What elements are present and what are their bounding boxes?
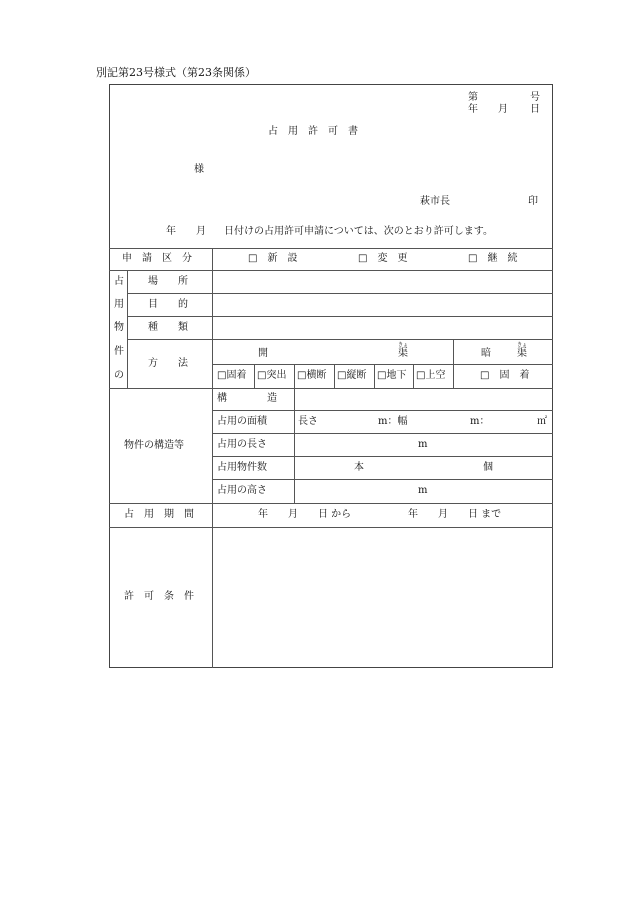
closed-channel-right: 渠: [517, 348, 527, 359]
length-row-label: 占用の長さ: [217, 439, 267, 450]
divider: [109, 388, 553, 389]
method-label: 方 法: [148, 358, 188, 369]
count-ko: 個: [483, 462, 493, 473]
column-divider: [127, 270, 128, 388]
option-continue[interactable]: □ 継 続: [468, 253, 518, 264]
number-go: 号: [530, 92, 540, 103]
conditions-label: 許 可 条 件: [124, 591, 194, 602]
column-divider: [254, 364, 255, 388]
period-start-year: 年: [258, 509, 268, 520]
area-width-unit: m：: [470, 416, 490, 427]
period-start-month: 月: [288, 509, 298, 520]
divider: [109, 503, 553, 504]
divider: [127, 293, 553, 294]
area-sqm: ㎡: [537, 416, 547, 427]
application-type-label: 申 請 区 分: [122, 253, 192, 264]
open-channel-ruby: きょ: [398, 342, 409, 348]
structure-label: 物件の構造等: [124, 440, 184, 451]
object-side-char: 占: [114, 276, 124, 287]
addressee-sama: 様: [194, 164, 204, 175]
form-caption: 別記第23号様式（第23条関係）: [96, 66, 256, 79]
column-divider: [294, 388, 295, 503]
divider: [109, 527, 553, 528]
divider: [212, 456, 553, 457]
date-day: 日: [530, 104, 540, 115]
column-divider: [413, 364, 414, 388]
period-end-day: 日 まで: [468, 509, 502, 520]
area-mid: m：幅: [378, 416, 408, 427]
period-end-month: 月: [438, 509, 448, 520]
column-divider: [212, 248, 213, 668]
closed-channel-ruby: きょ: [517, 342, 528, 348]
divider: [212, 433, 553, 434]
open-channel-left: 開: [258, 348, 268, 359]
page-title: 占 用 許 可 書: [268, 126, 358, 137]
height-row-label: 占用の高さ: [217, 485, 267, 496]
object-side-char: の: [114, 370, 124, 381]
statement-text: 日付けの占用許可申請については、次のとおり許可します。: [224, 226, 493, 237]
divider: [127, 339, 553, 340]
area-length-prefix: 長さ: [298, 416, 318, 427]
date-year: 年: [468, 104, 478, 115]
length-unit: m: [418, 439, 428, 450]
closed-channel-left: 暗: [481, 348, 491, 359]
object-side-char: 用: [114, 299, 124, 310]
divider: [109, 270, 553, 271]
divider: [212, 479, 553, 480]
divider: [212, 364, 553, 365]
issuer-name: 萩市長: [420, 196, 450, 207]
height-unit: m: [418, 485, 428, 496]
open-channel-right: 渠: [398, 348, 408, 359]
period-label: 占 用 期 間: [124, 509, 194, 520]
checkbox-fixed[interactable]: □固着: [217, 370, 247, 381]
column-divider: [294, 364, 295, 388]
period-end-year: 年: [408, 509, 418, 520]
kind-label: 種 類: [148, 322, 188, 333]
checkbox-closed-fixed[interactable]: □ 固 着: [480, 370, 530, 381]
structure-row-label: 構 造: [217, 393, 277, 404]
statement-year: 年: [166, 226, 176, 237]
divider: [109, 248, 553, 249]
checkbox-protruding[interactable]: □突出: [257, 370, 287, 381]
divider: [212, 410, 553, 411]
purpose-label: 目 的: [148, 299, 188, 310]
checkbox-crossing[interactable]: □横断: [297, 370, 327, 381]
seal-mark: 印: [528, 196, 538, 207]
area-row-label: 占用の面積: [217, 416, 267, 427]
checkbox-underground[interactable]: □地下: [377, 370, 407, 381]
column-divider: [334, 364, 335, 388]
column-divider: [453, 339, 454, 388]
number-dai: 第: [468, 92, 478, 103]
object-side-char: 物: [114, 322, 124, 333]
option-change[interactable]: □ 変 更: [358, 253, 408, 264]
option-new[interactable]: □ 新 設: [248, 253, 298, 264]
date-month: 月: [498, 104, 508, 115]
checkbox-overhead[interactable]: □上空: [416, 370, 446, 381]
checkbox-longitudinal[interactable]: □縦断: [337, 370, 367, 381]
object-side-char: 件: [114, 346, 124, 357]
count-hon: 本: [354, 462, 364, 473]
column-divider: [374, 364, 375, 388]
divider: [127, 316, 553, 317]
count-row-label: 占用物件数: [217, 462, 267, 473]
place-label: 場 所: [148, 276, 188, 287]
statement-month: 月: [196, 226, 206, 237]
period-start-day: 日 から: [318, 509, 352, 520]
